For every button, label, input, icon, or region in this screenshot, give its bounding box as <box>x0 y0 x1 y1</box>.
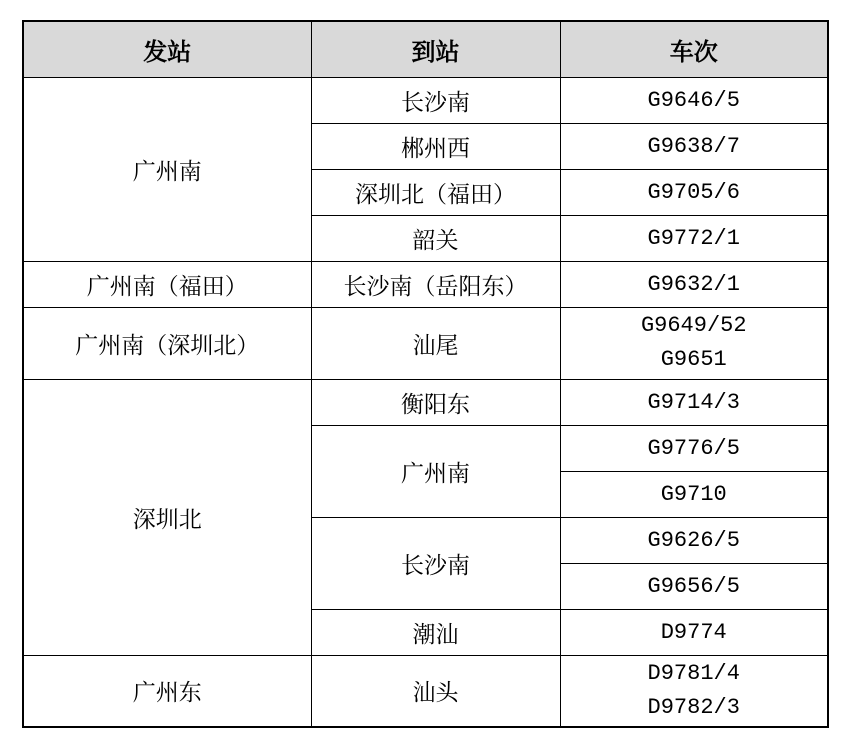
train-number-line: G9651 <box>660 347 727 372</box>
train-number-cell: G9776/5 <box>560 425 828 471</box>
train-number-line: D9782/3 <box>647 694 740 720</box>
to-station-cell: 广州南 <box>311 425 560 517</box>
train-schedule-container <box>22 20 829 728</box>
train-number-cell: G9772/1 <box>560 215 828 261</box>
train-number-cell: G9626/5 <box>560 517 828 563</box>
train-number-cell: D9774 <box>560 609 828 655</box>
train-number-cell <box>560 307 828 379</box>
train-number-cell: G9656/5 <box>560 563 828 609</box>
header-train-number: 车次 <box>560 21 828 77</box>
to-station-cell: 长沙南 <box>311 77 560 123</box>
to-station-cell: 郴州西 <box>311 123 560 169</box>
train-number-cell: G9705/6 <box>560 169 828 215</box>
table-row <box>23 379 828 425</box>
train-number-cell: G9714/3 <box>560 379 828 425</box>
to-station-cell: 韶关 <box>311 215 560 261</box>
to-station-cell: 汕头 <box>311 655 560 727</box>
to-station-cell: 长沙南（岳阳东） <box>311 261 560 307</box>
header-from-station: 发站 <box>23 21 311 77</box>
train-number-cell: G9638/7 <box>560 123 828 169</box>
from-station-cell: 广州南（深圳北） <box>23 307 311 379</box>
train-number-line: G9649/52 <box>640 313 747 338</box>
from-station-cell: 广州东 <box>23 655 311 727</box>
to-station-cell: 深圳北（福田） <box>311 169 560 215</box>
to-station-cell: 潮汕 <box>311 609 560 655</box>
to-station-cell: 长沙南 <box>311 517 560 609</box>
train-number-cell: G9710 <box>560 471 828 517</box>
table-row <box>23 77 828 123</box>
from-station-cell: 广州南 <box>23 77 311 261</box>
train-number-line: D9781/4 <box>647 660 740 686</box>
from-station-cell: 深圳北 <box>23 379 311 655</box>
from-station-cell: 广州南（福田） <box>23 261 311 307</box>
header-row <box>23 21 828 77</box>
table-row <box>23 261 828 307</box>
table-row <box>23 307 828 379</box>
table-row <box>23 655 828 727</box>
train-number-cell: G9632/1 <box>560 261 828 307</box>
header-to-station: 到站 <box>311 21 560 77</box>
to-station-cell: 衡阳东 <box>311 379 560 425</box>
train-number-cell <box>560 655 828 727</box>
train-number-cell: G9646/5 <box>560 77 828 123</box>
to-station-cell: 汕尾 <box>311 307 560 379</box>
train-schedule-table <box>22 20 829 728</box>
